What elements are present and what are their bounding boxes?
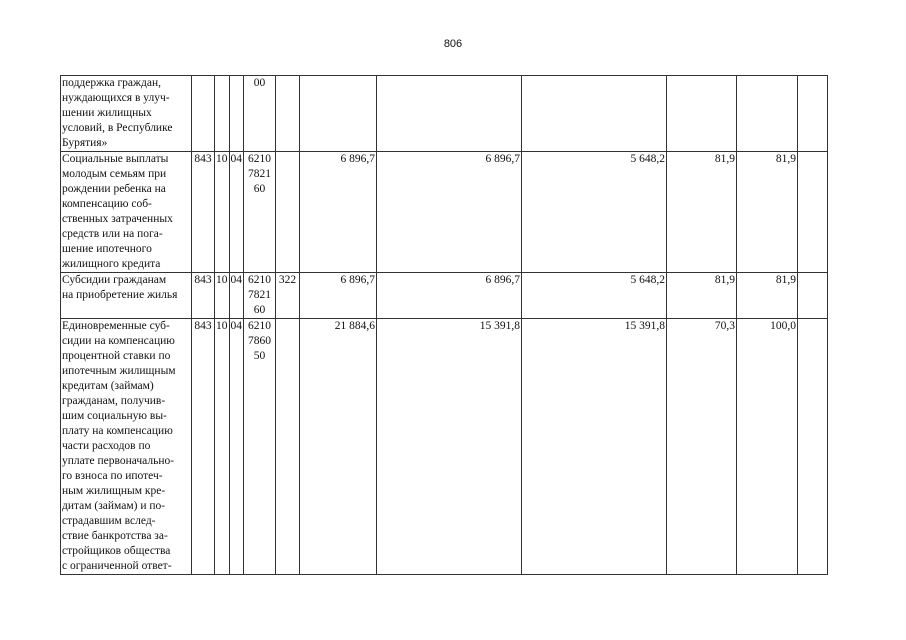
value-5: 81,9 [737, 273, 798, 319]
value-1: 6 896,7 [300, 273, 377, 319]
pr-code: 04 [229, 319, 244, 575]
gr-code: 843 [192, 319, 215, 575]
csr-code [244, 76, 276, 152]
gr-code [192, 76, 215, 152]
page-number: 806 [443, 38, 463, 50]
value-4: 81,9 [667, 152, 737, 273]
vr-code [276, 152, 300, 273]
value-3 [522, 76, 667, 152]
value-1 [300, 76, 377, 152]
csr-code [244, 152, 276, 273]
table-row [61, 273, 828, 319]
csr-code-text: 6210 7860 50 [248, 320, 271, 362]
empty-cell [798, 152, 828, 273]
value-1: 6 896,7 [300, 152, 377, 273]
value-2 [377, 76, 522, 152]
value-5: 100,0 [737, 319, 798, 575]
pr-code: 04 [229, 152, 244, 273]
value-2: 6 896,7 [377, 152, 522, 273]
pr-code: 04 [229, 273, 244, 319]
row-name-text: Субсидии гражданам на приобретение жилья [62, 274, 178, 301]
row-name [61, 152, 192, 273]
value-4: 70,3 [667, 319, 737, 575]
empty-cell [798, 273, 828, 319]
value-2: 6 896,7 [377, 273, 522, 319]
empty-cell [798, 76, 828, 152]
budget-table [60, 75, 828, 575]
vr-code [276, 76, 300, 152]
csr-code-text: 00 [253, 77, 266, 89]
rz-code: 10 [215, 273, 230, 319]
value-4 [667, 76, 737, 152]
rz-code [215, 76, 230, 152]
value-4: 81,9 [667, 273, 737, 319]
csr-code-text: 6210 7821 60 [248, 153, 271, 195]
row-name [61, 273, 192, 319]
empty-cell [798, 319, 828, 575]
row-name-text: поддержка граждан, нуждающихся в улуч- шении жилищных условий, в Республике Бурятия» [62, 77, 173, 149]
value-3: 5 648,2 [522, 273, 667, 319]
table-row [61, 76, 828, 152]
row-name-text: Социальные выплаты молодым семьям при рождении ребенка на компенсацию соб- ственных затраченных средств или на пога- шение ипотечного жилищного кредита [62, 153, 173, 270]
value-3: 15 391,8 [522, 319, 667, 575]
csr-code-text: 6210 7821 60 [248, 274, 271, 316]
rz-code: 10 [215, 152, 230, 273]
csr-code [244, 319, 276, 575]
vr-code [276, 319, 300, 575]
rz-code: 10 [215, 319, 230, 575]
value-3: 5 648,2 [522, 152, 667, 273]
pr-code [229, 76, 244, 152]
value-5: 81,9 [737, 152, 798, 273]
csr-code [244, 273, 276, 319]
value-5 [737, 76, 798, 152]
table-row [61, 152, 828, 273]
gr-code: 843 [192, 273, 215, 319]
row-name [61, 76, 192, 152]
row-name [61, 319, 192, 575]
vr-code: 322 [276, 273, 300, 319]
row-name-text: Единовременные суб- сидии на компенсацию процентной ставки по ипотечным жилищным кредитам (займам) гражданам, получив- шим социальную вы- плату на компенсацию части расходов по уплате первоначально- го взноса по ипотеч- ным жилищным кре- дитам (займам) и по- страдавшим вслед- ствие банкротства за- стройщиков общества с ограниченной ответ- [62, 320, 176, 572]
table-row [61, 319, 828, 575]
value-1: 21 884,6 [300, 319, 377, 575]
value-2: 15 391,8 [377, 319, 522, 575]
gr-code: 843 [192, 152, 215, 273]
